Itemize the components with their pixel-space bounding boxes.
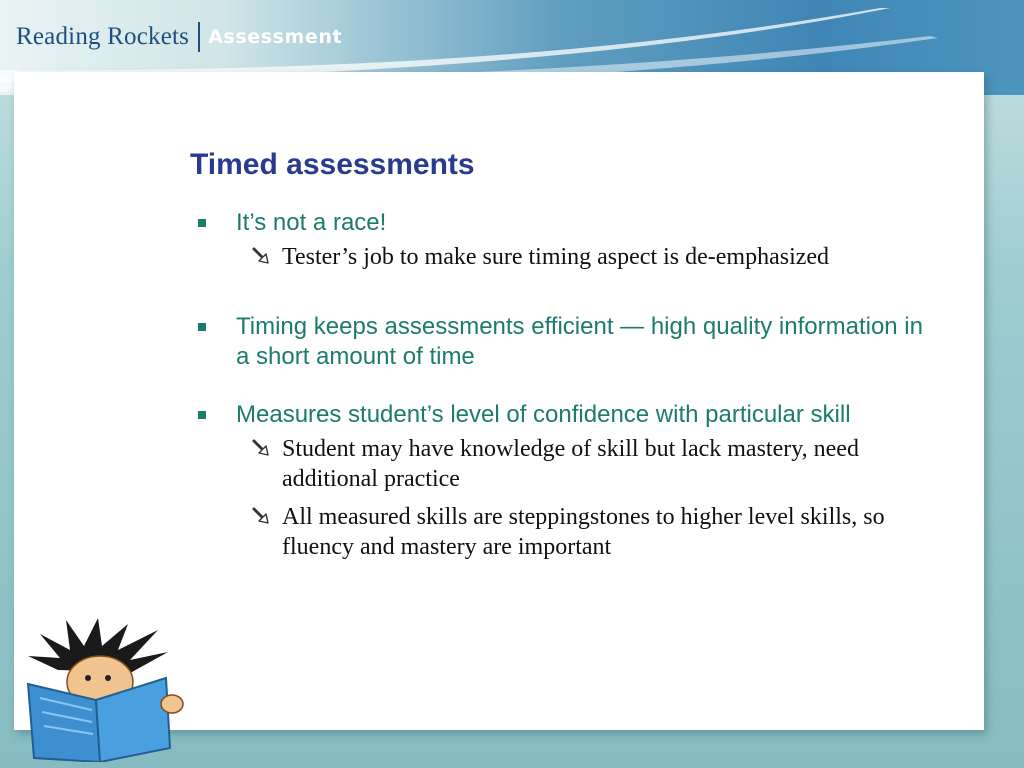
spacer: [198, 280, 938, 312]
sub-list: [198, 434, 938, 562]
slide-content: [198, 208, 938, 570]
hollow-arrow-icon: [252, 438, 270, 458]
sub-bullet-text: Student may have knowledge of skill but lack mastery, need additional practice: [282, 436, 859, 492]
sub-list: [198, 242, 938, 272]
section-name: Assessment: [208, 26, 343, 48]
sub-bullet-item: [198, 502, 938, 562]
square-bullet-icon: [198, 323, 206, 331]
slide-title: Timed assessments: [190, 148, 475, 181]
sub-bullet-item: [198, 242, 938, 272]
square-bullet-icon: [198, 411, 206, 419]
sub-bullet-item: [198, 434, 938, 494]
brand-name: Reading Rockets: [16, 23, 190, 50]
bullet-text: Measures student’s level of confidence with particular skill: [236, 401, 851, 428]
square-bullet-icon: [198, 219, 206, 227]
bullet-item: [198, 208, 938, 238]
spacer: [198, 372, 938, 400]
sub-bullet-text: All measured skills are steppingstones to higher level skills, so fluency and mastery are important: [282, 504, 885, 560]
logo-divider: [198, 22, 200, 52]
hollow-arrow-icon: [252, 246, 270, 266]
bullet-item: [198, 400, 938, 430]
brand-logo[interactable]: [16, 20, 342, 54]
boy-reading-book-icon: [18, 612, 188, 762]
sub-bullet-text: Tester’s job to make sure timing aspect is de-emphasized: [282, 244, 830, 270]
bullet-text: It’s not a race!: [236, 209, 387, 236]
bullet-text: Timing keeps assessments efficient — high quality information in a short amount of time: [236, 313, 923, 370]
bullet-item: [198, 312, 938, 372]
hollow-arrow-icon: [252, 506, 270, 526]
